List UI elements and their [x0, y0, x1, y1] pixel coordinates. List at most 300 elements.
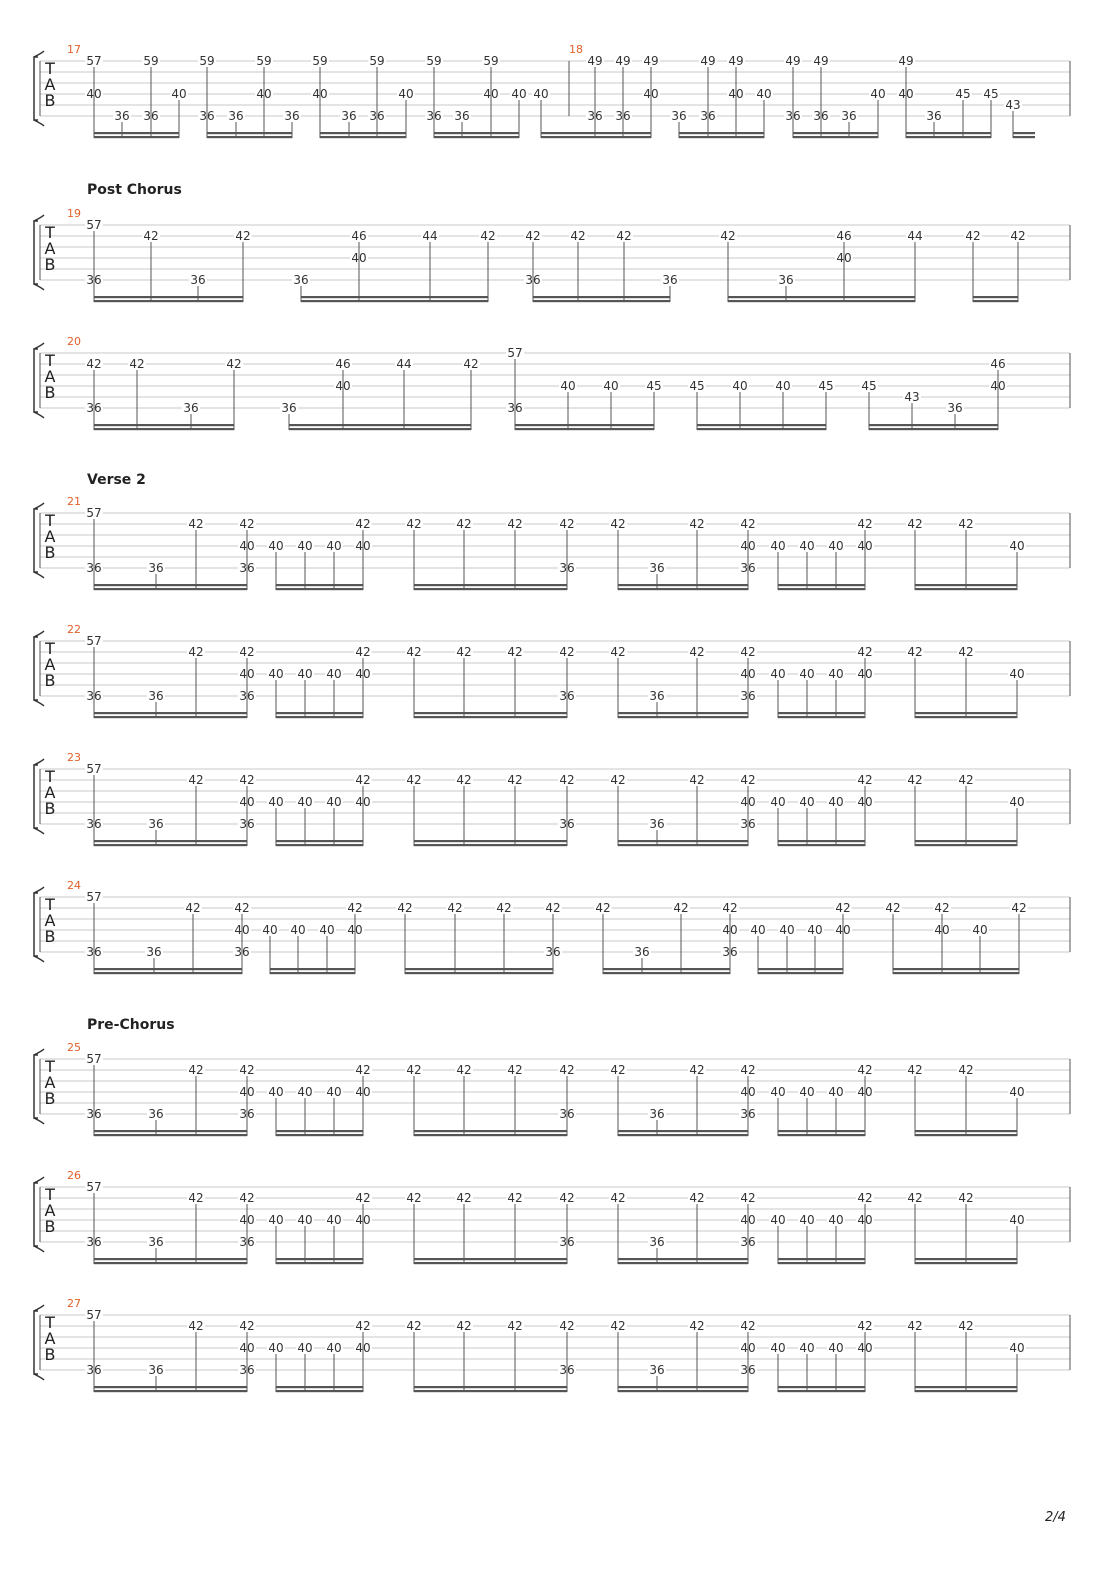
fret-number: 36 [284, 109, 300, 123]
fret-number: 42 [1011, 901, 1027, 915]
fret-number: 40 [740, 539, 756, 553]
beam [915, 584, 1017, 586]
beam [434, 136, 519, 138]
tab-clef-letter: T [45, 639, 55, 658]
fret-number: 40 [799, 795, 815, 809]
beam [276, 712, 363, 714]
fret-number: 40 [835, 923, 851, 937]
beam [618, 1130, 748, 1132]
fret-number: 42 [958, 1319, 974, 1333]
fret-number: 42 [740, 1319, 756, 1333]
fret-number: 42 [406, 1063, 422, 1077]
fret-number: 42 [239, 517, 255, 531]
fret-number: 40 [857, 667, 873, 681]
fret-number: 42 [355, 1319, 371, 1333]
tab-clef-letter: A [44, 239, 56, 258]
fret-number: 36 [740, 817, 756, 831]
fret-number: 40 [740, 1213, 756, 1227]
fret-number: 40 [775, 379, 791, 393]
fret-number: 42 [610, 1191, 626, 1205]
system-bracket [34, 509, 38, 572]
fret-number: 42 [456, 1191, 472, 1205]
fret-number: 42 [907, 517, 923, 531]
fret-number: 36 [545, 945, 561, 959]
fret-number: 40 [603, 379, 619, 393]
fret-number: 36 [148, 561, 164, 575]
fret-number: 40 [297, 1085, 313, 1099]
beam [915, 716, 1017, 718]
fret-number: 42 [239, 1063, 255, 1077]
fret-number: 49 [813, 54, 829, 68]
bracket-curl [34, 631, 44, 637]
fret-number: 42 [239, 1191, 255, 1205]
beam [893, 968, 1019, 970]
bracket-curl [34, 1177, 44, 1183]
fret-number: 40 [1009, 1341, 1025, 1355]
tab-clef-letter: T [45, 223, 55, 242]
beam [414, 1386, 567, 1388]
measure-number: 22 [67, 623, 81, 636]
fret-number: 36 [86, 1107, 102, 1121]
fret-number: 42 [965, 229, 981, 243]
fret-number: 42 [907, 1319, 923, 1333]
fret-number: 42 [740, 773, 756, 787]
beam [697, 424, 826, 426]
fret-number: 36 [722, 945, 738, 959]
fret-number: 40 [870, 87, 886, 101]
fret-number: 42 [406, 645, 422, 659]
fret-number: 42 [480, 229, 496, 243]
fret-number: 40 [560, 379, 576, 393]
fret-number: 42 [188, 773, 204, 787]
bracket-curl [34, 51, 44, 57]
measure-number: 27 [67, 1297, 81, 1310]
fret-number: 40 [335, 379, 351, 393]
fret-number: 42 [406, 1319, 422, 1333]
beam [414, 1130, 567, 1132]
fret-number: 59 [199, 54, 215, 68]
fret-number: 42 [740, 1191, 756, 1205]
bracket-curl [34, 572, 44, 578]
fret-number: 36 [778, 273, 794, 287]
fret-number: 42 [857, 773, 873, 787]
fret-number: 40 [799, 1085, 815, 1099]
fret-number: 44 [422, 229, 438, 243]
fret-number: 42 [610, 773, 626, 787]
measure-number: 26 [67, 1169, 81, 1182]
tab-clef-letter: B [44, 91, 56, 110]
beam [94, 296, 243, 298]
fret-number: 36 [148, 689, 164, 703]
bracket-curl [34, 1246, 44, 1252]
beam [778, 1134, 865, 1136]
fret-number: 42 [507, 1063, 523, 1077]
fret-number: 40 [297, 539, 313, 553]
fret-number: 42 [689, 773, 705, 787]
beam [915, 1130, 1017, 1132]
fret-number: 40 [355, 667, 371, 681]
fret-number: 42 [188, 1319, 204, 1333]
fret-number: 36 [86, 817, 102, 831]
beam [94, 424, 234, 426]
fret-number: 40 [990, 379, 1006, 393]
tab-clef-letter: B [44, 543, 56, 562]
fret-number: 42 [857, 517, 873, 531]
beam [618, 1386, 748, 1388]
fret-number: 40 [326, 539, 342, 553]
fret-number: 42 [355, 773, 371, 787]
fret-number: 49 [785, 54, 801, 68]
bracket-curl [34, 956, 44, 962]
beam [618, 588, 748, 590]
fret-number: 43 [1005, 98, 1021, 112]
beam [301, 296, 488, 298]
fret-number: 40 [533, 87, 549, 101]
fret-number: 40 [268, 1085, 284, 1099]
fret-number: 40 [234, 923, 250, 937]
bracket-curl [34, 1049, 44, 1055]
beam [276, 1390, 363, 1392]
tab-clef-letter: B [44, 1217, 56, 1236]
fret-number: 44 [907, 229, 923, 243]
fret-number: 42 [347, 901, 363, 915]
tab-clef-letter: A [44, 367, 56, 386]
fret-number: 40 [828, 1085, 844, 1099]
fret-number: 36 [559, 817, 575, 831]
fret-number: 59 [369, 54, 385, 68]
fret-number: 40 [326, 667, 342, 681]
beam [405, 972, 553, 974]
beam [94, 588, 247, 590]
beam [434, 132, 519, 134]
fret-number: 36 [559, 689, 575, 703]
fret-number: 42 [188, 1063, 204, 1077]
fret-number: 59 [312, 54, 328, 68]
fret-number: 40 [1009, 667, 1025, 681]
fret-number: 40 [326, 1085, 342, 1099]
fret-number: 40 [268, 667, 284, 681]
fret-number: 42 [907, 1191, 923, 1205]
fret-number: 40 [934, 923, 950, 937]
beam [94, 844, 247, 846]
fret-number: 40 [857, 1085, 873, 1099]
fret-number: 40 [828, 1213, 844, 1227]
fret-number: 42 [86, 357, 102, 371]
beam [906, 132, 991, 134]
fret-number: 44 [396, 357, 412, 371]
bracket-curl [34, 1374, 44, 1380]
beam [320, 132, 406, 134]
fret-number: 36 [148, 1363, 164, 1377]
fret-number: 40 [319, 923, 335, 937]
fret-number: 42 [463, 357, 479, 371]
fret-number: 42 [239, 773, 255, 787]
beam [276, 1134, 363, 1136]
tab-clef-letter: A [44, 655, 56, 674]
fret-number: 42 [689, 1319, 705, 1333]
fret-number: 45 [955, 87, 971, 101]
beam [603, 972, 730, 974]
tab-clef-letter: T [45, 1185, 55, 1204]
fret-number: 36 [740, 1363, 756, 1377]
beam [906, 136, 991, 138]
fret-number: 49 [587, 54, 603, 68]
fret-number: 42 [507, 1319, 523, 1333]
fret-number: 40 [256, 87, 272, 101]
beam [94, 136, 179, 138]
fret-number: 36 [239, 817, 255, 831]
tab-clef-letter: T [45, 59, 55, 78]
beam [778, 584, 865, 586]
beam [405, 968, 553, 970]
section-label-pre-chorus: Pre-Chorus [87, 1017, 175, 1033]
fret-number: 42 [239, 645, 255, 659]
bracket-curl [34, 828, 44, 834]
fret-number: 40 [326, 795, 342, 809]
fret-number: 42 [185, 901, 201, 915]
fret-number: 46 [335, 357, 351, 371]
beam [793, 136, 878, 138]
fret-number: 40 [290, 923, 306, 937]
fret-number: 40 [779, 923, 795, 937]
fret-number: 42 [673, 901, 689, 915]
fret-number: 40 [511, 87, 527, 101]
beam [414, 712, 567, 714]
fret-number: 42 [740, 645, 756, 659]
tab-clef-letter: B [44, 671, 56, 690]
fret-number: 42 [689, 1063, 705, 1077]
beam [414, 584, 567, 586]
fret-number: 40 [799, 539, 815, 553]
fret-number: 42 [226, 357, 242, 371]
beam [618, 716, 748, 718]
beam [915, 844, 1017, 846]
fret-number: 42 [857, 1063, 873, 1077]
fret-number: 42 [958, 517, 974, 531]
fret-number: 36 [649, 561, 665, 575]
fret-number: 36 [813, 109, 829, 123]
fret-number: 45 [983, 87, 999, 101]
beam [778, 588, 865, 590]
fret-number: 40 [740, 1085, 756, 1099]
fret-number: 40 [268, 539, 284, 553]
fret-number: 36 [146, 945, 162, 959]
beam [94, 1258, 247, 1260]
fret-number: 40 [828, 667, 844, 681]
fret-number: 40 [312, 87, 328, 101]
fret-number: 40 [857, 1341, 873, 1355]
fret-number: 40 [297, 1341, 313, 1355]
fret-number: 42 [559, 1319, 575, 1333]
fret-number: 36 [86, 1235, 102, 1249]
tab-clef-letter: A [44, 1201, 56, 1220]
fret-number: 42 [507, 645, 523, 659]
fret-number: 42 [406, 773, 422, 787]
beam [276, 588, 363, 590]
fret-number: 40 [836, 251, 852, 265]
fret-number: 36 [740, 1107, 756, 1121]
fret-number: 36 [507, 401, 523, 415]
fret-number: 40 [239, 1341, 255, 1355]
fret-number: 40 [807, 923, 823, 937]
bracket-curl [34, 1118, 44, 1124]
beam [276, 584, 363, 586]
fret-number: 42 [857, 1191, 873, 1205]
fret-number: 42 [456, 773, 472, 787]
fret-number: 36 [148, 817, 164, 831]
fret-number: 57 [86, 1180, 102, 1194]
fret-number: 40 [239, 1085, 255, 1099]
fret-number: 49 [898, 54, 914, 68]
measure-number: 21 [67, 495, 81, 508]
beam [414, 1262, 567, 1264]
fret-number: 42 [456, 517, 472, 531]
fret-number: 42 [545, 901, 561, 915]
fret-number: 42 [447, 901, 463, 915]
fret-number: 42 [507, 773, 523, 787]
section-label-post-chorus: Post Chorus [87, 182, 182, 198]
fret-number: 42 [239, 1319, 255, 1333]
fret-number: 36 [190, 273, 206, 287]
fret-number: 40 [770, 1341, 786, 1355]
fret-number: 40 [1009, 1085, 1025, 1099]
fret-number: 40 [86, 87, 102, 101]
fret-number: 42 [595, 901, 611, 915]
tab-clef-letter: B [44, 799, 56, 818]
fret-number: 36 [649, 1107, 665, 1121]
beam [1013, 136, 1035, 138]
fret-number: 40 [326, 1341, 342, 1355]
measure-number: 19 [67, 207, 81, 220]
fret-number: 42 [188, 645, 204, 659]
fret-number: 42 [934, 901, 950, 915]
beam [320, 136, 406, 138]
fret-number: 59 [256, 54, 272, 68]
fret-number: 42 [355, 517, 371, 531]
fret-number: 46 [351, 229, 367, 243]
system-bracket [34, 57, 38, 120]
fret-number: 40 [770, 667, 786, 681]
fret-number: 40 [857, 1213, 873, 1227]
fret-number: 40 [1009, 795, 1025, 809]
beam [207, 132, 292, 134]
fret-number: 42 [188, 1191, 204, 1205]
system-bracket [34, 1183, 38, 1246]
fret-number: 40 [898, 87, 914, 101]
fret-number: 59 [426, 54, 442, 68]
beam [778, 844, 865, 846]
fret-number: 36 [559, 561, 575, 575]
fret-number: 57 [86, 1308, 102, 1322]
bracket-curl [34, 120, 44, 126]
fret-number: 42 [234, 901, 250, 915]
fret-number: 36 [740, 561, 756, 575]
beam [414, 1134, 567, 1136]
fret-number: 36 [239, 689, 255, 703]
beam [758, 972, 843, 974]
beam [893, 972, 1019, 974]
beam [270, 968, 355, 970]
beam [618, 840, 748, 842]
fret-number: 36 [86, 561, 102, 575]
fret-number: 42 [559, 645, 575, 659]
system-bracket [34, 637, 38, 700]
measure-number: 20 [67, 335, 81, 348]
fret-number: 42 [355, 645, 371, 659]
beam [276, 1386, 363, 1388]
fret-number: 36 [662, 273, 678, 287]
fret-number: 57 [86, 890, 102, 904]
fret-number: 42 [958, 1063, 974, 1077]
fret-number: 42 [496, 901, 512, 915]
beam [289, 428, 471, 430]
beam [778, 840, 865, 842]
fret-number: 42 [689, 1191, 705, 1205]
fret-number: 36 [293, 273, 309, 287]
beam [697, 428, 826, 430]
beam [1013, 132, 1035, 134]
tab-clef-letter: T [45, 895, 55, 914]
beam [414, 840, 567, 842]
fret-number: 45 [646, 379, 662, 393]
fret-number: 42 [689, 517, 705, 531]
fret-number: 42 [559, 1191, 575, 1205]
fret-number: 40 [268, 1341, 284, 1355]
fret-number: 40 [828, 539, 844, 553]
beam [915, 1262, 1017, 1264]
tab-clef-letter: T [45, 351, 55, 370]
tab-clef-letter: A [44, 783, 56, 802]
fret-number: 40 [1009, 1213, 1025, 1227]
fret-number: 42 [857, 645, 873, 659]
fret-number: 36 [559, 1363, 575, 1377]
fret-number: 40 [355, 1341, 371, 1355]
fret-number: 36 [114, 109, 130, 123]
fret-number: 59 [143, 54, 159, 68]
tab-clef-letter: A [44, 527, 56, 546]
fret-number: 40 [770, 539, 786, 553]
fret-number: 42 [958, 773, 974, 787]
fret-number: 42 [355, 1063, 371, 1077]
fret-number: 36 [649, 817, 665, 831]
fret-number: 36 [740, 689, 756, 703]
beam [301, 300, 488, 302]
bracket-curl [34, 412, 44, 418]
page-number: 2/4 [1045, 1510, 1066, 1525]
fret-number: 36 [234, 945, 250, 959]
beam [603, 968, 730, 970]
fret-number: 42 [835, 901, 851, 915]
beam [915, 1134, 1017, 1136]
beam [94, 968, 242, 970]
beam [869, 428, 998, 430]
fret-number: 40 [268, 795, 284, 809]
fret-number: 42 [907, 645, 923, 659]
fret-number: 42 [616, 229, 632, 243]
bracket-curl [34, 215, 44, 221]
system-bracket [34, 1311, 38, 1374]
fret-number: 40 [355, 795, 371, 809]
beam [414, 844, 567, 846]
fret-number: 45 [818, 379, 834, 393]
beam [915, 1386, 1017, 1388]
beam [915, 588, 1017, 590]
fret-number: 36 [671, 109, 687, 123]
fret-number: 42 [456, 645, 472, 659]
fret-number: 40 [799, 1341, 815, 1355]
fret-number: 40 [770, 795, 786, 809]
beam [94, 428, 234, 430]
